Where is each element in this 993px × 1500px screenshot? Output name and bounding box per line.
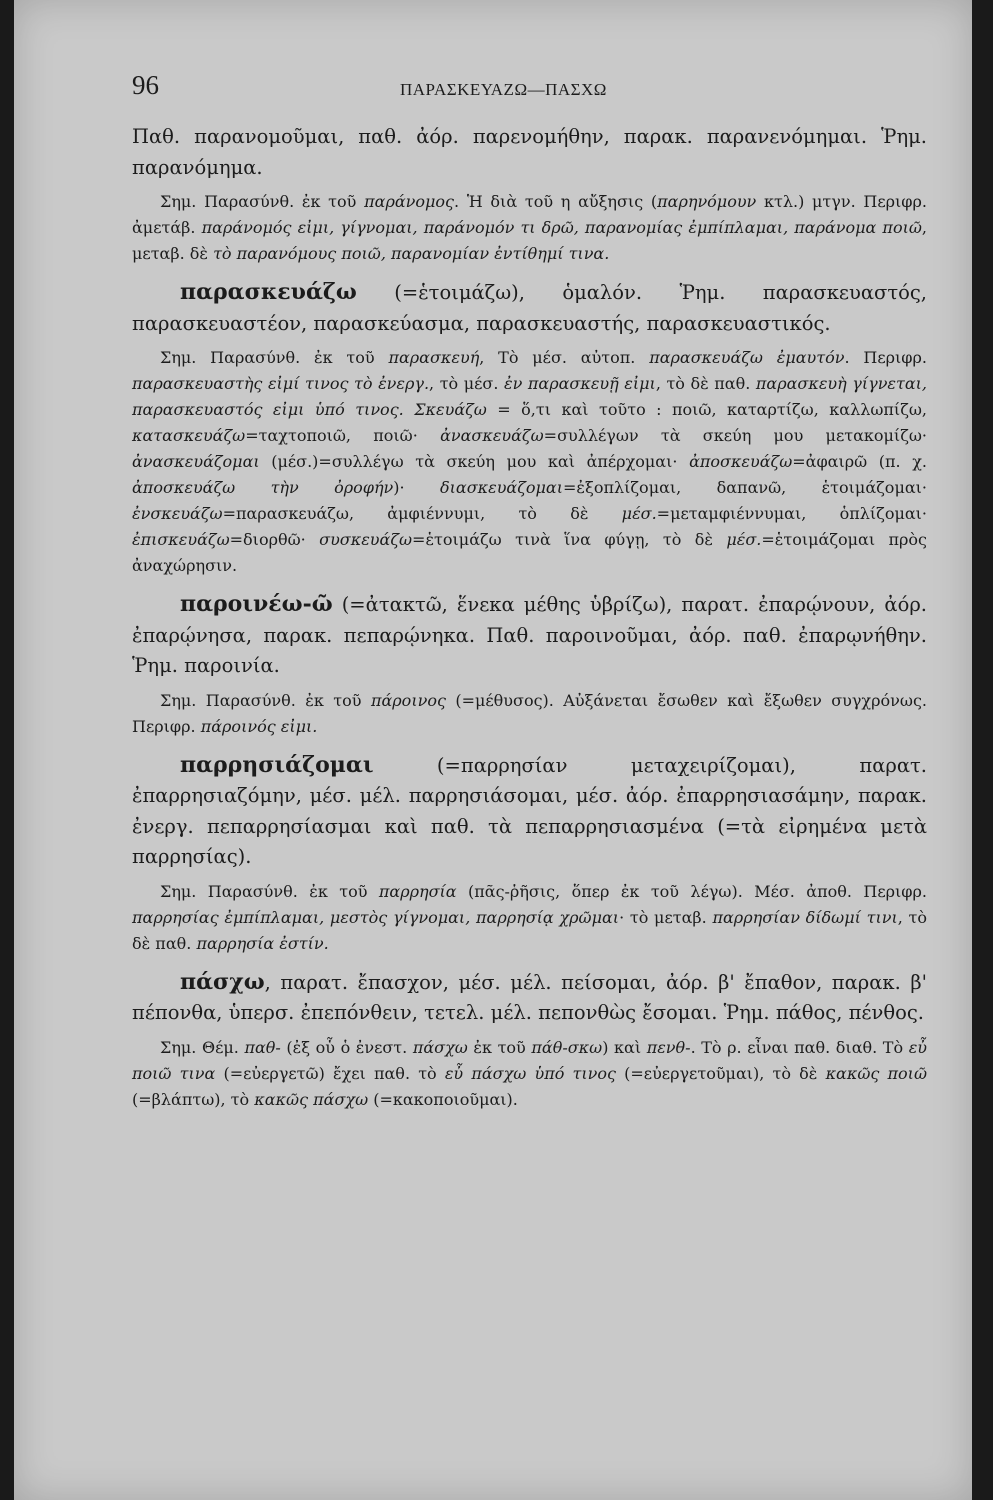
headword: πάσχω <box>180 968 265 995</box>
entry-parrisiazomai: παρρησιάζομαι (=παρρησίαν μεταχειρίζομαι), παρατ. ἐπαρρησιαζόμην, μέσ. μέλ. παρρησιάσομαι, μέσ. ἀόρ. ἐπαρρησιασάμην, παρακ. ἐνεργ. πεπαρρησίασμαι καὶ παθ. τὰ πεπαρρησιασμένα (=τὰ εἰρημένα μετὰ παρρησίας). <box>132 751 927 868</box>
running-head: ΠΑΡΑΣΚΕΥΑΖΩ—ΠΑΣΧΩ <box>400 80 607 99</box>
entry-continuation: Παθ. παρανομοῦμαι, παθ. ἀόρ. παρενομήθην, παρακ. παρανενόμημαι. Ῥημ. παρανόμημα. <box>132 125 927 179</box>
page-number: 96 <box>132 70 159 100</box>
entry-paroineo: παροινέω-ῶ (=ἀτακτῶ, ἕνεκα μέθης ὑβρίζω), παρατ. ἐπαρῴνουν, ἀόρ. ἐπαρῴνησα, παρακ. πεπαρῴνηκα. Παθ. παροινοῦμαι, ἀόρ. παθ. ἐπαρῳνήθην. Ῥημ. παροινία. <box>132 591 927 677</box>
entry-note: Σημ. Παρασύνθ. ἐκ τοῦ παρρησία (πᾶς-ῥῆσις, ὅπερ ἐκ τοῦ λέγω). Μέσ. ἀποθ. Περιφρ. παρρησίας ἐμπίπλαμαι, μεστὸς γίγνομαι, παρρησίᾳ χρῶμαι· τὸ μεταβ. παρρησίαν δίδωμί τινι, τὸ δὲ παθ. παρρησία ἐστίν. <box>132 881 928 953</box>
entry-note: Σημ. Θέμ. παθ- (ἐξ οὗ ὁ ἐνεστ. πάσχω ἐκ τοῦ πάθ-σκω) καὶ πενθ-. Τὸ ρ. εἶναι παθ. διαθ. Τὸ εὖ ποιῶ τινα (=εὐεργετῶ) ἔχει παθ. τὸ εὖ πάσχω ὑπό τινος (=εὐεργετοῦμαι), τὸ δὲ κακῶς ποιῶ (=βλάπτω), τὸ κακῶς πάσχω (=κακοποιοῦμαι). <box>132 1037 928 1109</box>
entry-note: Σημ. Παρασύνθ. ἐκ τοῦ παράνομος. Ἡ διὰ τοῦ η αὔξησις (παρηνόμουν κτλ.) μτγν. Περιφρ. ἀμετάβ. παράνομός εἰμι, γίγνομαι, παράνομόν τι δρῶ, παρανομίας ἐμπίπλαμαι, παράνομα ποιῶ, μεταβ. δὲ τὸ παρανόμους ποιῶ, παρανομίαν ἐντίθημί τινα. <box>132 192 927 263</box>
entry-paraskeuazo: παρασκευάζω (=ἑτοιμάζω), ὁμαλόν. Ῥημ. παρασκευαστός, παρασκευαστέον, παρασκεύασμα, παρασκευαστής, παρασκευαστικός. <box>132 279 927 335</box>
headword: παροινέω-ῶ <box>180 591 333 617</box>
headword: παρρησιάζομαι <box>180 751 374 778</box>
book-page <box>14 0 972 1500</box>
page-header <box>132 70 932 110</box>
entry-note: Σημ. Παρασύνθ. ἐκ τοῦ πάροινος (=μέθυσος). Αὐξάνεται ἔσωθεν καὶ ἔξωθεν συγχρόνως. Περιφρ. πάροινός εἰμι. <box>132 690 927 736</box>
headword: παρασκευάζω <box>180 279 357 305</box>
entry-pascho: πάσχω, παρατ. ἔπασχον, μέσ. μέλ. πείσομαι, ἀόρ. β' ἔπαθον, παρακ. β' πέπονθα, ὑπερσ. ἐπεπόνθειν, τετελ. μέλ. πεπονθὼς ἔσομαι. Ῥημ. πάθος, πένθος. <box>132 968 927 1024</box>
dictionary-body <box>132 122 927 1113</box>
entry-note: Σημ. Παρασύνθ. ἐκ τοῦ παρασκευή, Τὸ μέσ. αὐτοπ. παρασκευάζω ἐμαυτόν. Περιφρ. παρασκευαστὴς εἰμί τινος τὸ ἐνεργ., τὸ μέσ. ἐν παρασκευῇ εἰμι, τὸ δὲ παθ. παρασκευὴ γίγνεται, παρασκευαστός εἰμι ὑπό τινος. Σκευάζω = ὅ,τι καὶ τοῦτο : ποιῶ, καταρτίζω, καλλωπίζω, κατασκευάζω=ταχτοποιῶ, ποιῶ· ἀνασκευάζω=συλλέγων τὰ σκεύη μου μετακομίζω· ἀνασκευάζομαι (μέσ.)=συλλέγω τὰ σκεύη μου καὶ ἀπέρχομαι· ἀποσκευάζω=ἀφαιρῶ (π. χ. ἀποσκευάζω τὴν ὀροφήν)· διασκευάζομαι=ἐξοπλίζομαι, δαπανῶ, ἑτοιμάζομαι· ἐνσκευάζω=παρασκευάζω, ἀμφιέννυμι, τὸ δὲ μέσ.=μεταμφιέννυμαι, ὁπλίζομαι· ἐπισκευάζω=διορθῶ· συσκευάζω=ἑτοιμάζω τινὰ ἵνα φύγῃ, τὸ δὲ μέσ.=ἑτοιμάζομαι πρὸς ἀναχώρησιν. <box>132 348 928 575</box>
